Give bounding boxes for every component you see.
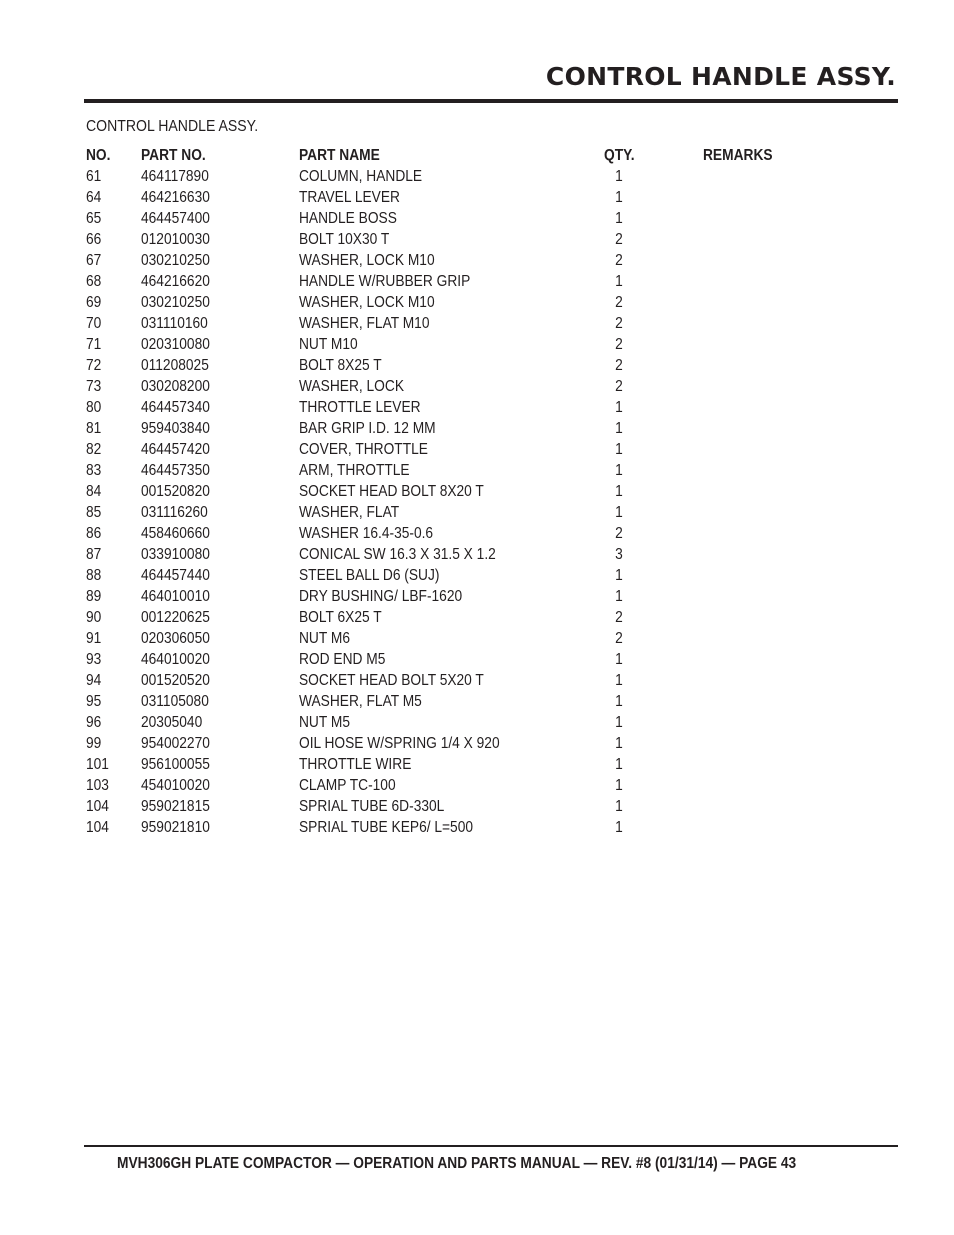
cell-part-no: 959403840 [141,420,210,437]
cell-part-no: 458460660 [141,525,210,542]
cell-no: 104 [86,819,109,836]
cell-remarks [703,250,813,271]
cell-part-name: ARM, THROTTLE [299,462,410,479]
cell-qty: 1 [615,672,623,689]
title-divider [84,99,898,103]
cell-no: 90 [86,609,102,626]
cell-part-no: 001520820 [141,483,210,500]
cell-remarks [703,166,813,187]
cell-part-no: 464010010 [141,588,210,605]
cell-no: 99 [86,735,102,752]
cell-no: 83 [86,462,102,479]
cell-part-name: BOLT 10X30 T [299,231,390,248]
cell-qty: 1 [615,210,623,227]
cell-remarks [703,502,813,523]
cell-part-no: 033910080 [141,546,210,563]
cell-no: 72 [86,357,102,374]
cell-remarks [703,271,813,292]
cell-qty: 1 [615,420,623,437]
cell-part-name: NUT M10 [299,336,358,353]
cell-part-no: 001220625 [141,609,210,626]
cell-no: 93 [86,651,102,668]
table-row [86,187,813,208]
cell-remarks [703,649,813,670]
cell-remarks [703,565,813,586]
cell-qty: 2 [615,357,623,374]
cell-part-no: 464457340 [141,399,210,416]
cell-no: 95 [86,693,102,710]
cell-part-no: 464117890 [141,168,209,185]
cell-part-name: THROTTLE WIRE [299,756,412,773]
table-row [86,397,813,418]
cell-remarks [703,376,813,397]
cell-part-name: TRAVEL LEVER [299,189,400,206]
cell-remarks [703,292,813,313]
cell-no: 68 [86,273,102,290]
cell-part-no: 030210250 [141,252,210,269]
table-row [86,439,813,460]
cell-part-name: COVER, THROTTLE [299,441,428,458]
cell-remarks [703,628,813,649]
table-row [86,481,813,502]
cell-no: 66 [86,231,102,248]
cell-no: 70 [86,315,102,332]
table-row [86,775,813,796]
cell-remarks [703,208,813,229]
cell-remarks [703,229,813,250]
table-row [86,754,813,775]
cell-qty: 1 [615,777,623,794]
cell-no: 91 [86,630,102,647]
cell-qty: 2 [615,294,623,311]
cell-part-name: STEEL BALL D6 (SUJ) [299,567,440,584]
cell-remarks [703,334,813,355]
cell-remarks [703,754,813,775]
table-row [86,691,813,712]
column-header-no: NO. [86,147,111,164]
table-row [86,586,813,607]
cell-no: 71 [86,336,102,353]
cell-part-name: WASHER, LOCK M10 [299,294,435,311]
cell-part-name: ROD END M5 [299,651,386,668]
cell-part-no: 001520520 [141,672,210,689]
cell-part-no: 464216630 [141,189,210,206]
parts-table [86,145,813,838]
cell-no: 86 [86,525,102,542]
table-row [86,418,813,439]
cell-no: 84 [86,483,102,500]
table-row [86,376,813,397]
cell-remarks [703,355,813,376]
cell-remarks [703,418,813,439]
cell-part-no: 959021810 [141,819,210,836]
table-row [86,565,813,586]
cell-part-name: WASHER, LOCK [299,378,405,395]
cell-remarks [703,460,813,481]
cell-part-no: 031110160 [141,315,208,332]
table-row [86,250,813,271]
cell-no: 94 [86,672,102,689]
cell-part-no: 454010020 [141,777,210,794]
cell-part-no: 954002270 [141,735,210,752]
cell-part-no: 20305040 [141,714,203,731]
cell-part-no: 030208200 [141,378,210,395]
cell-remarks [703,796,813,817]
cell-no: 82 [86,441,102,458]
cell-qty: 1 [615,189,623,206]
cell-qty: 1 [615,399,623,416]
table-row [86,502,813,523]
cell-part-name: BOLT 6X25 T [299,609,382,626]
cell-qty: 2 [615,315,623,332]
cell-no: 80 [86,399,102,416]
cell-no: 81 [86,420,102,437]
cell-remarks [703,397,813,418]
cell-part-no: 956100055 [141,756,210,773]
cell-qty: 2 [615,630,623,647]
cell-qty: 1 [615,441,623,458]
table-header-row [86,145,813,166]
cell-part-no: 464457350 [141,462,210,479]
column-header-qty: QTY. [604,147,635,164]
cell-qty: 1 [615,798,623,815]
cell-part-name: BOLT 8X25 T [299,357,382,374]
cell-qty: 2 [615,231,623,248]
footer-divider [84,1145,898,1147]
cell-remarks [703,439,813,460]
cell-remarks [703,544,813,565]
cell-no: 103 [86,777,109,794]
cell-part-name: SPRIAL TUBE KEP6/ L=500 [299,819,474,836]
column-header-part-no: PART NO. [141,147,206,164]
table-row [86,355,813,376]
cell-no: 96 [86,714,102,731]
table-row [86,166,813,187]
table-row [86,229,813,250]
cell-no: 104 [86,798,109,815]
cell-qty: 1 [615,483,623,500]
cell-part-name: THROTTLE LEVER [299,399,421,416]
table-row [86,733,813,754]
cell-part-no: 464457420 [141,441,210,458]
cell-part-name: NUT M6 [299,630,350,647]
table-row [86,271,813,292]
cell-qty: 1 [615,714,623,731]
cell-no: 89 [86,588,102,605]
cell-qty: 1 [615,756,623,773]
cell-part-name: COLUMN, HANDLE [299,168,423,185]
table-row [86,313,813,334]
cell-remarks [703,481,813,502]
cell-no: 73 [86,378,102,395]
cell-part-name: NUT M5 [299,714,350,731]
cell-qty: 2 [615,378,623,395]
cell-qty: 2 [615,252,623,269]
cell-part-name: WASHER, FLAT [299,504,400,521]
cell-remarks [703,670,813,691]
table-row [86,460,813,481]
table-row [86,670,813,691]
cell-part-no: 020306050 [141,630,210,647]
cell-part-no: 464457400 [141,210,210,227]
cell-no: 61 [86,168,102,185]
table-row [86,334,813,355]
cell-qty: 1 [615,504,623,521]
cell-remarks [703,712,813,733]
cell-part-no: 011208025 [141,357,209,374]
cell-no: 87 [86,546,102,563]
cell-part-no: 020310080 [141,336,210,353]
table-row [86,712,813,733]
cell-qty: 1 [615,462,623,479]
cell-no: 88 [86,567,102,584]
cell-part-name: CONICAL SW 16.3 X 31.5 X 1.2 [299,546,496,563]
cell-remarks [703,733,813,754]
cell-remarks [703,607,813,628]
cell-no: 65 [86,210,102,227]
table-row [86,208,813,229]
cell-part-no: 012010030 [141,231,210,248]
cell-part-no: 464010020 [141,651,210,668]
cell-part-name: BAR GRIP I.D. 12 MM [299,420,436,437]
cell-no: 67 [86,252,102,269]
cell-part-no: 031105080 [141,693,209,710]
section-title: CONTROL HANDLE ASSY. [86,118,259,135]
cell-part-name: WASHER, FLAT M10 [299,315,430,332]
cell-no: 85 [86,504,102,521]
cell-part-no: 464216620 [141,273,210,290]
parts-table-body [86,166,813,838]
cell-part-name: SOCKET HEAD BOLT 8X20 T [299,483,484,500]
cell-part-name: OIL HOSE W/SPRING 1/4 X 920 [299,735,500,752]
cell-qty: 1 [615,273,623,290]
cell-remarks [703,775,813,796]
cell-qty: 3 [615,546,623,563]
cell-part-name: DRY BUSHING/ LBF-1620 [299,588,463,605]
cell-part-no: 030210250 [141,294,210,311]
cell-no: 64 [86,189,102,206]
cell-qty: 1 [615,588,623,605]
cell-qty: 1 [615,168,623,185]
column-header-part-name: PART NAME [299,147,380,164]
table-row [86,292,813,313]
cell-qty: 1 [615,735,623,752]
cell-no: 101 [86,756,109,773]
cell-remarks [703,817,813,838]
cell-qty: 1 [615,693,623,710]
cell-remarks [703,586,813,607]
cell-qty: 1 [615,567,623,584]
cell-part-no: 031116260 [141,504,208,521]
cell-qty: 2 [615,525,623,542]
cell-part-name: SPRIAL TUBE 6D-330L [299,798,445,815]
page-title: CONTROL HANDLE ASSY. [545,62,896,91]
cell-part-name: SOCKET HEAD BOLT 5X20 T [299,672,484,689]
cell-part-name: WASHER 16.4-35-0.6 [299,525,434,542]
cell-remarks [703,313,813,334]
table-row [86,628,813,649]
cell-qty: 1 [615,819,623,836]
table-row [86,523,813,544]
cell-remarks [703,523,813,544]
table-row [86,544,813,565]
cell-qty: 1 [615,651,623,668]
cell-part-no: 959021815 [141,798,210,815]
cell-part-name: WASHER, FLAT M5 [299,693,422,710]
column-header-remarks: REMARKS [703,147,773,164]
cell-qty: 2 [615,609,623,626]
cell-remarks [703,187,813,208]
table-row [86,607,813,628]
table-row [86,796,813,817]
page-footer: MVH306GH PLATE COMPACTOR — OPERATION AND PARTS MANUAL — REV. #8 (01/31/14) — PAGE 43 [117,1155,797,1172]
table-row [86,649,813,670]
cell-part-name: HANDLE BOSS [299,210,397,227]
cell-part-name: WASHER, LOCK M10 [299,252,435,269]
cell-part-name: CLAMP TC-100 [299,777,396,794]
cell-part-name: HANDLE W/RUBBER GRIP [299,273,471,290]
cell-remarks [703,691,813,712]
table-row [86,817,813,838]
cell-qty: 2 [615,336,623,353]
cell-part-no: 464457440 [141,567,210,584]
cell-no: 69 [86,294,102,311]
